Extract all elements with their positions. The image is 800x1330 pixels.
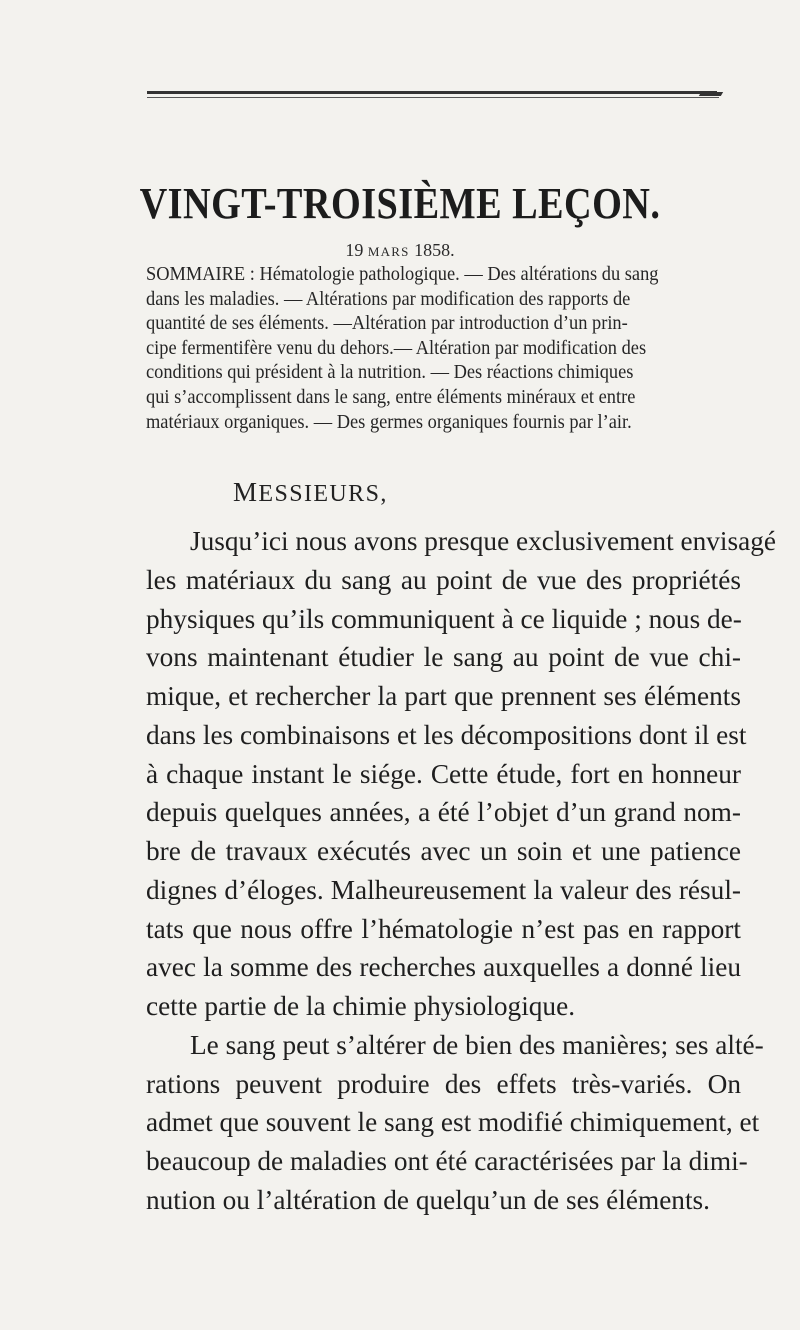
salutation (233, 477, 388, 508)
body-line: à chaque instant le siége. Cette étude, fort en honneur (146, 758, 741, 789)
body-line: beaucoup de maladies ont été caractérisées par la dimi- (146, 1146, 748, 1176)
body-line: physiques qu’ils communiquent à ce liquide ; nous de- (146, 603, 742, 634)
body-text (146, 522, 776, 1220)
body-line: dans les combinaisons et les décompositions dont il est (146, 719, 747, 750)
summary-line: quantité de ses éléments. —Altération par introduction d’un prin- (146, 312, 628, 335)
body-line: rations peuvent produire des effets très-variés. On (146, 1068, 741, 1099)
summary-line: conditions qui président à la nutrition. — Des réactions chimiques (146, 361, 634, 384)
salutation-rest: ESSIEURS, (258, 481, 388, 507)
summary-paragraph (146, 262, 659, 434)
body-line: nution ou l’altération de quelqu’un de ses éléments. (146, 1184, 710, 1215)
date-day: 19 (345, 240, 364, 260)
body-line: Jusqu’ici nous avons presque exclusivement envisagé (190, 526, 776, 556)
summary-line: cipe fermentifère venu du dehors.— Altération par modification des (146, 336, 647, 359)
summary-line: dans les maladies. — Altérations par modification des rapports de (146, 287, 631, 310)
body-line: mique, et rechercher la part que prennent ses éléments (146, 681, 741, 711)
body-line: avec la somme des recherches auxquelles a donné lieu (146, 952, 741, 983)
header-rule-thin (147, 97, 719, 98)
header-rule-thick (147, 91, 717, 94)
body-line: vons maintenant étudier le sang au point de vue chi- (146, 642, 741, 673)
body-line: tats que nous offre l’hématologie n’est pas en rapport (146, 913, 741, 944)
body-line: Le sang peut s’altérer de bien des manières; ses alté- (190, 1029, 764, 1060)
body-line: depuis quelques années, a été l’objet d’un grand nom- (146, 797, 741, 828)
header-rule-ornament (699, 92, 723, 96)
body-line: les matériaux du sang au point de vue des propriétés (146, 564, 741, 595)
body-line: cette partie de la chimie physiologique. (146, 991, 576, 1021)
summary-line: SOMMAIRE : Hématologie pathologique. — Des altérations du sang (146, 263, 659, 285)
date-year: 1858. (414, 240, 455, 260)
summary-line: qui s’accomplissent dans le sang, entre éléments minéraux et entre (146, 385, 636, 408)
body-line: admet que souvent le sang est modifié chimiquement, et (146, 1107, 760, 1138)
salutation-initial: M (233, 477, 259, 507)
lesson-date (0, 240, 800, 261)
lesson-title: VINGT-TROISIÈME LEÇON. (139, 179, 661, 228)
summary-line: matériaux organiques. — Des germes organiques fournis par l’air. (146, 410, 632, 433)
body-line: dignes d’éloges. Malheureusement la valeur des résul- (146, 874, 741, 905)
date-month: MARS (367, 244, 410, 259)
body-line: bre de travaux exécutés avec un soin et une patience (146, 836, 741, 866)
